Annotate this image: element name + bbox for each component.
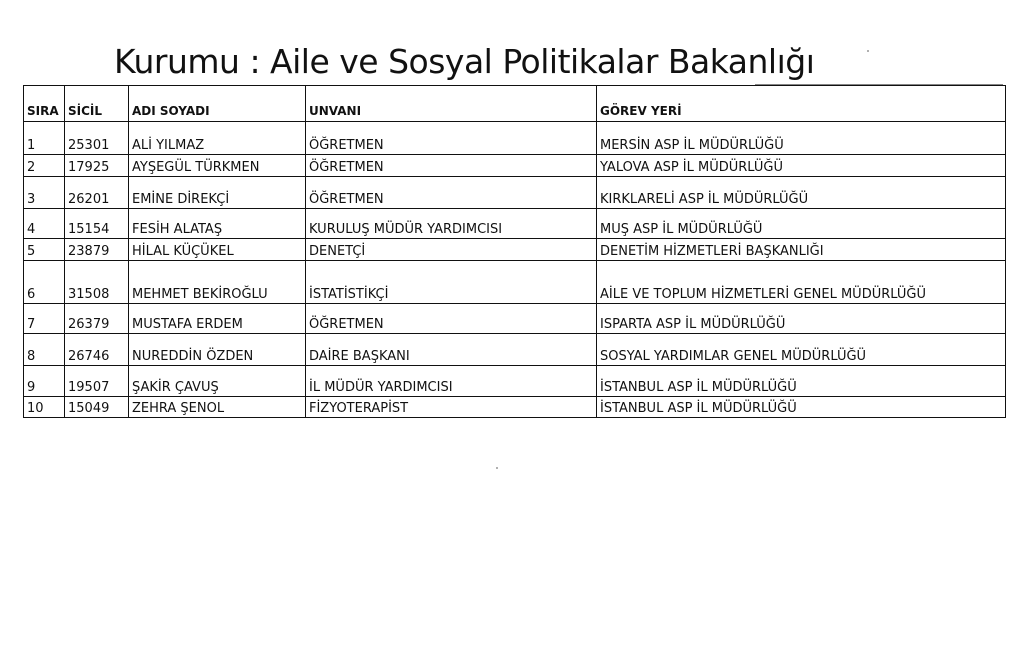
cell-adi-soyadi: FESİH ALATAŞ xyxy=(129,209,306,239)
table-row xyxy=(24,366,1006,397)
table-row xyxy=(24,397,1006,418)
header-sicil: SİCİL xyxy=(65,86,129,122)
table-row xyxy=(24,239,1006,261)
cell-unvani: DAİRE BAŞKANI xyxy=(306,334,597,366)
cell-unvani: KURULUŞ MÜDÜR YARDIMCISI xyxy=(306,209,597,239)
header-gorev-yeri: GÖREV YERİ xyxy=(597,86,1006,122)
cell-unvani: ÖĞRETMEN xyxy=(306,304,597,334)
cell-gorev-yeri: DENETİM HİZMETLERİ BAŞKANLIĞI xyxy=(597,239,1006,261)
cell-gorev-yeri: AİLE VE TOPLUM HİZMETLERİ GENEL MÜDÜRLÜĞÜ xyxy=(597,261,1006,304)
table-header-row xyxy=(24,86,1006,122)
cell-sicil: 31508 xyxy=(65,261,129,304)
header-unvani: UNVANI xyxy=(306,86,597,122)
cell-sira: 10 xyxy=(24,397,65,418)
cell-unvani: FİZYOTERAPİST xyxy=(306,397,597,418)
scan-speck xyxy=(496,467,498,469)
cell-sicil: 26379 xyxy=(65,304,129,334)
cell-adi-soyadi: HİLAL KÜÇÜKEL xyxy=(129,239,306,261)
cell-unvani: ÖĞRETMEN xyxy=(306,177,597,209)
cell-sira: 4 xyxy=(24,209,65,239)
cell-adi-soyadi: EMİNE DİREKÇİ xyxy=(129,177,306,209)
cell-unvani: İSTATİSTİKÇİ xyxy=(306,261,597,304)
table-row xyxy=(24,304,1006,334)
cell-unvani: İL MÜDÜR YARDIMCISI xyxy=(306,366,597,397)
table-row xyxy=(24,177,1006,209)
cell-adi-soyadi: NUREDDİN ÖZDEN xyxy=(129,334,306,366)
cell-sicil: 26746 xyxy=(65,334,129,366)
cell-sira: 5 xyxy=(24,239,65,261)
page-title: Kurumu : Aile ve Sosyal Politikalar Bakanlığı xyxy=(114,42,815,81)
cell-sira: 1 xyxy=(24,122,65,155)
cell-gorev-yeri: KIRKLARELİ ASP İL MÜDÜRLÜĞÜ xyxy=(597,177,1006,209)
cell-adi-soyadi: ALİ YILMAZ xyxy=(129,122,306,155)
cell-sicil: 15049 xyxy=(65,397,129,418)
cell-sira: 6 xyxy=(24,261,65,304)
cell-gorev-yeri: İSTANBUL ASP İL MÜDÜRLÜĞÜ xyxy=(597,366,1006,397)
cell-sicil: 19507 xyxy=(65,366,129,397)
cell-sicil: 17925 xyxy=(65,155,129,177)
cell-adi-soyadi: ŞAKİR ÇAVUŞ xyxy=(129,366,306,397)
table-row xyxy=(24,122,1006,155)
cell-sicil: 15154 xyxy=(65,209,129,239)
cell-sira: 7 xyxy=(24,304,65,334)
cell-adi-soyadi: ZEHRA ŞENOL xyxy=(129,397,306,418)
personnel-table xyxy=(23,85,1006,418)
cell-gorev-yeri: ISPARTA ASP İL MÜDÜRLÜĞÜ xyxy=(597,304,1006,334)
cell-sira: 2 xyxy=(24,155,65,177)
table-row xyxy=(24,155,1006,177)
cell-unvani: ÖĞRETMEN xyxy=(306,155,597,177)
cell-adi-soyadi: MEHMET BEKİROĞLU xyxy=(129,261,306,304)
cell-gorev-yeri: İSTANBUL ASP İL MÜDÜRLÜĞÜ xyxy=(597,397,1006,418)
cell-gorev-yeri: MERSİN ASP İL MÜDÜRLÜĞÜ xyxy=(597,122,1006,155)
cell-sira: 8 xyxy=(24,334,65,366)
cell-unvani: DENETÇİ xyxy=(306,239,597,261)
cell-unvani: ÖĞRETMEN xyxy=(306,122,597,155)
cell-gorev-yeri: YALOVA ASP İL MÜDÜRLÜĞÜ xyxy=(597,155,1006,177)
header-adi-soyadi: ADI SOYADI xyxy=(129,86,306,122)
cell-adi-soyadi: MUSTAFA ERDEM xyxy=(129,304,306,334)
cell-sicil: 25301 xyxy=(65,122,129,155)
cell-adi-soyadi: AYŞEGÜL TÜRKMEN xyxy=(129,155,306,177)
scan-speck xyxy=(867,50,869,52)
cell-gorev-yeri: MUŞ ASP İL MÜDÜRLÜĞÜ xyxy=(597,209,1006,239)
cell-sira: 3 xyxy=(24,177,65,209)
cell-sira: 9 xyxy=(24,366,65,397)
table-row xyxy=(24,334,1006,366)
cell-sicil: 26201 xyxy=(65,177,129,209)
table-row xyxy=(24,261,1006,304)
cell-sicil: 23879 xyxy=(65,239,129,261)
header-sira: SIRA xyxy=(24,86,65,122)
cell-gorev-yeri: SOSYAL YARDIMLAR GENEL MÜDÜRLÜĞÜ xyxy=(597,334,1006,366)
table-row xyxy=(24,209,1006,239)
